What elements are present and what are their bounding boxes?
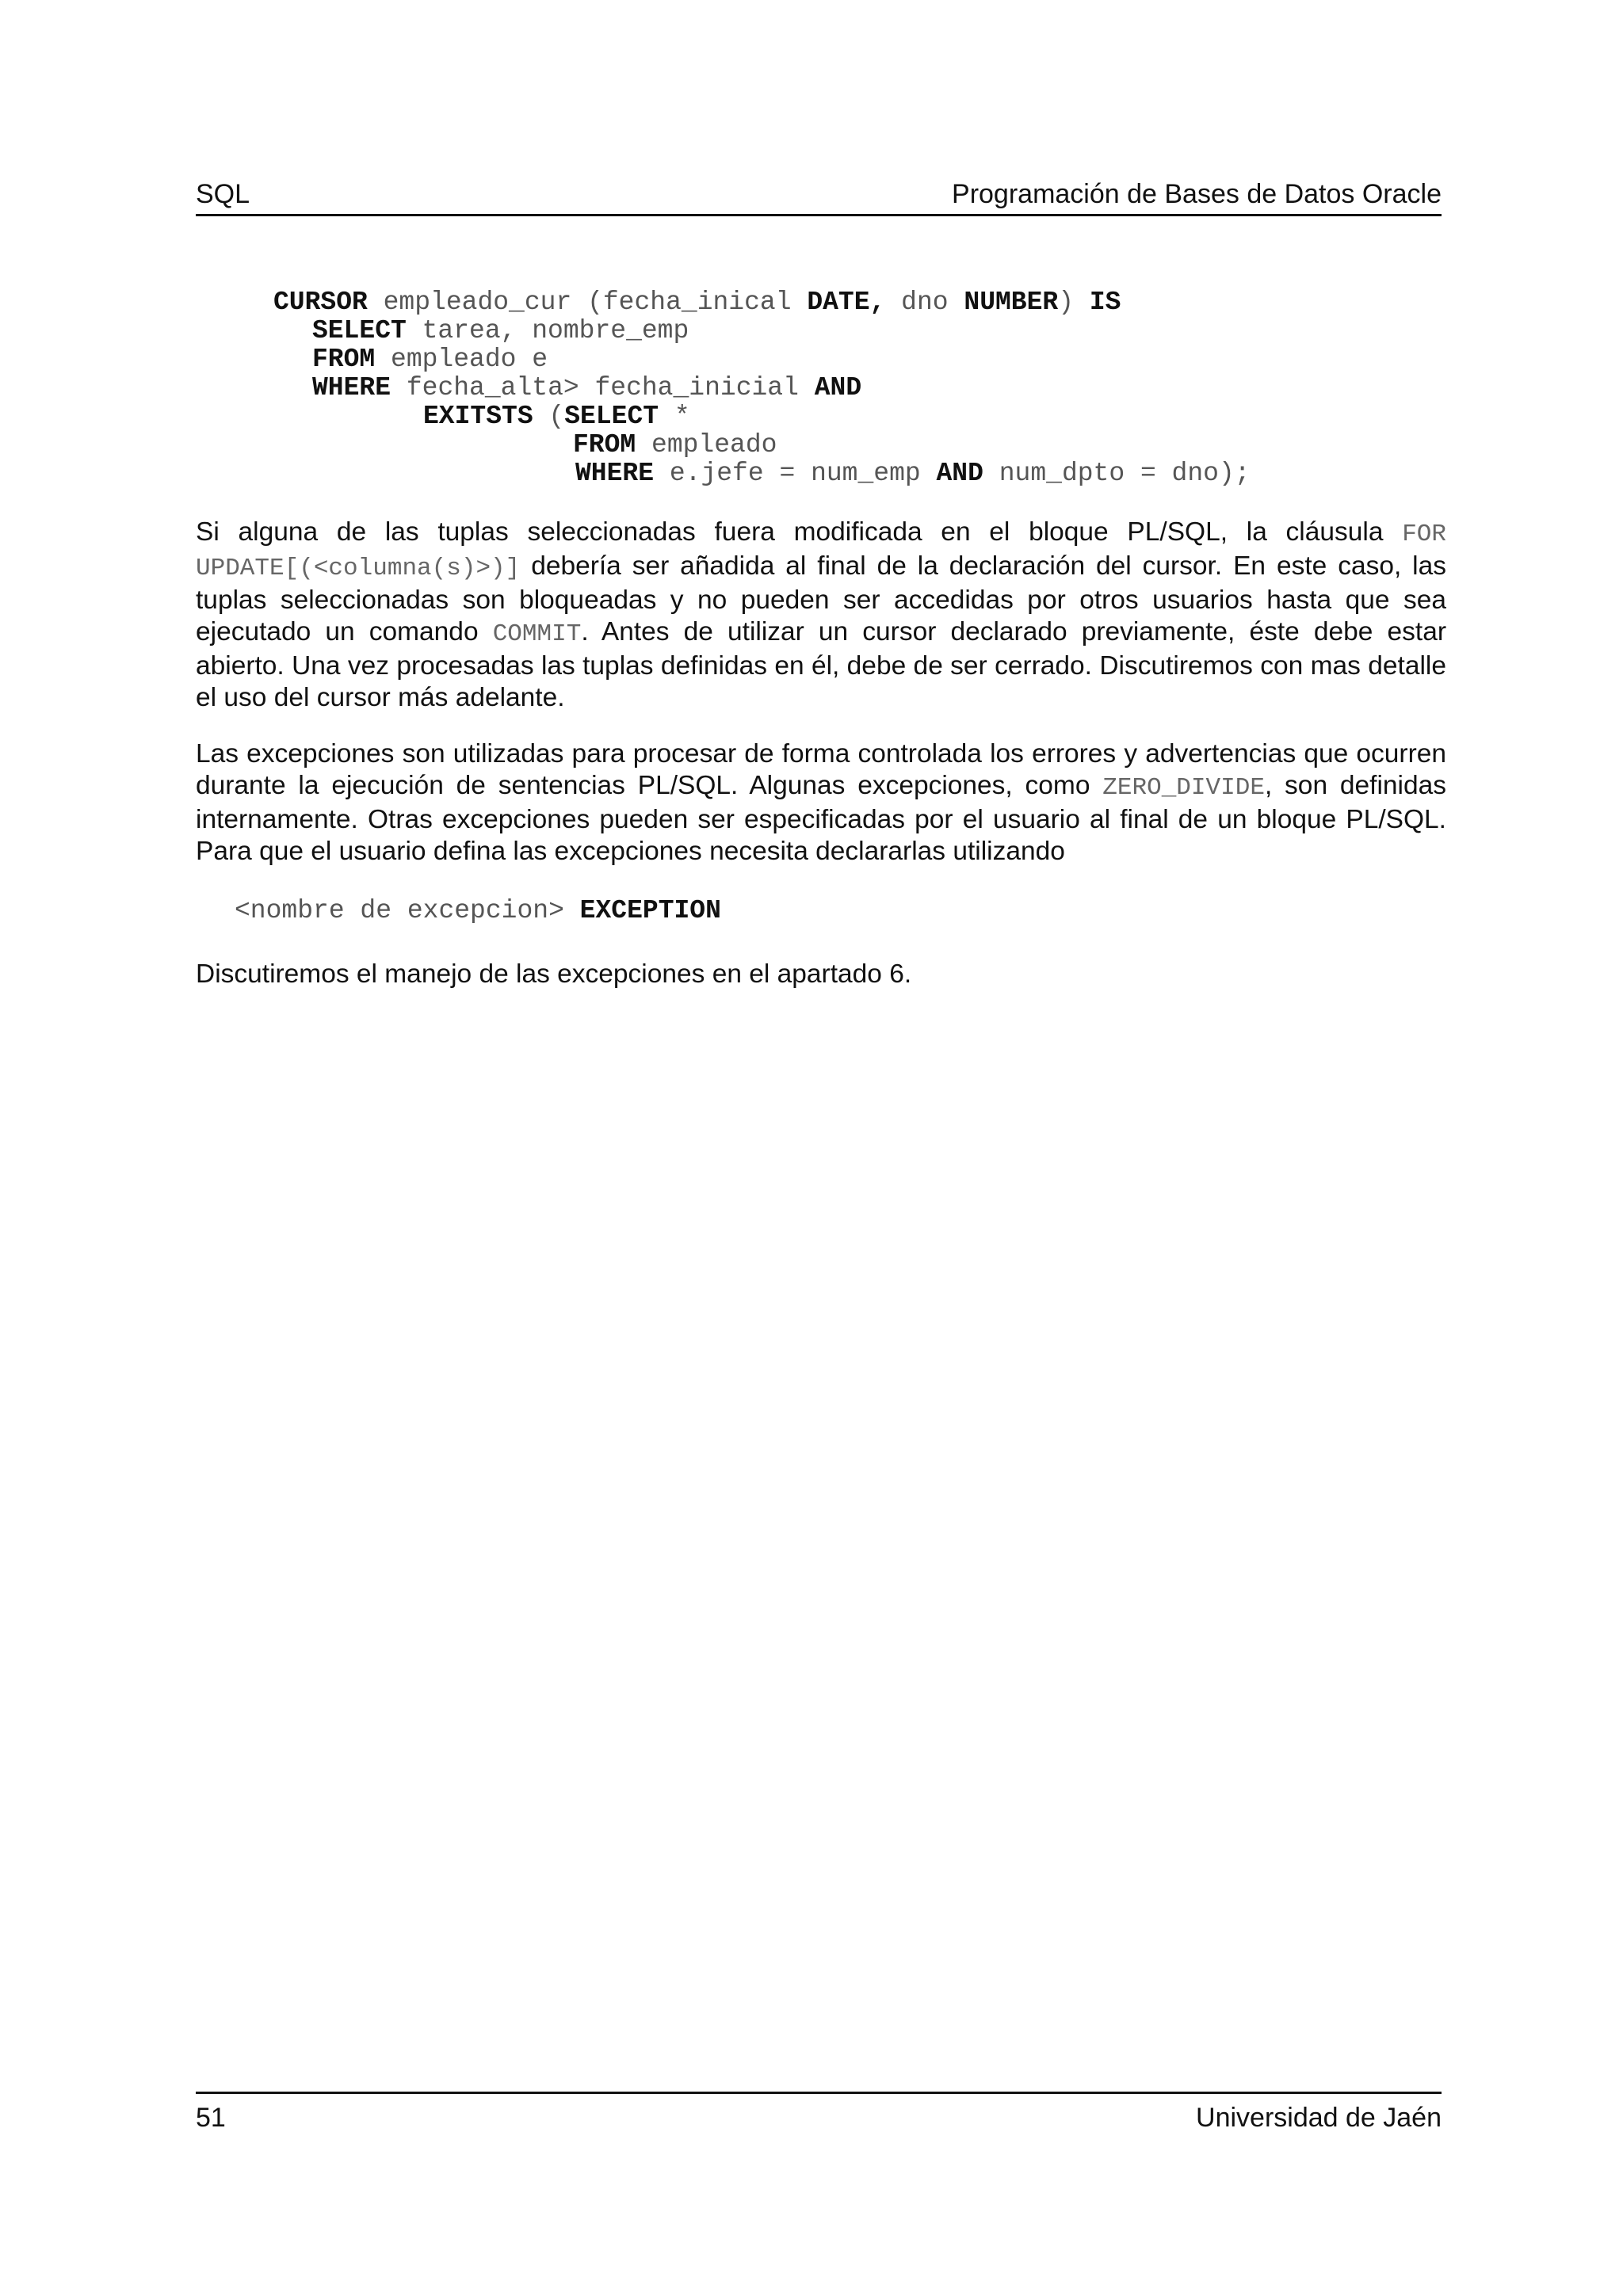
code-keyword: EXITSTS [423,402,533,431]
code-keyword: DATE, [807,288,886,317]
paragraph-exceptions [196,738,1446,868]
code-text: empleado e [375,345,548,374]
inline-code: FOR UPDATE[(<columna(s)>)] [196,521,1446,582]
code-keyword: FROM [573,430,636,460]
code-text: fecha_alta> fecha_inicial [391,373,815,402]
code-keyword: NUMBER [964,288,1059,317]
code-keyword: EXCEPTION [579,896,721,925]
code-line [273,288,1121,317]
code-line [575,460,1251,488]
paragraph-text: , son definidas internamente. Otras excepciones pueden ser especificadas por el usuario al final de un bloque PL/SQL. Para que el usuario defina las excepciones necesita declararlas utilizando [196,771,1446,866]
code-text: dno [885,288,964,317]
paragraph-text: debería ser añadida al final de la declaración del cursor. En este caso, las tuplas seleccionadas son bloqueadas y no pueden ser accedidas por otros usuarios hasta que sea ejecutado un comando [196,551,1446,646]
code-text: * [659,402,690,431]
footer-rule [196,2092,1442,2094]
code-keyword: IS [1089,288,1121,317]
code-keyword: CURSOR [273,288,368,317]
header-left: SQL [196,179,250,209]
paragraph-text: Las excepciones son utilizadas para procesar de forma controlada los errores y advertencias que ocurren durante la ejecución de sentencias PL/SQL. Algunas excepciones, como [196,739,1446,800]
code-line [312,317,689,345]
paragraph-text: Si alguna de las tuplas seleccionadas fuera modificada en el bloque PL/SQL, la cláusula [196,517,1403,547]
code-line [573,431,777,460]
code-text: <nombre de excepcion> [235,896,580,925]
footer-right: Universidad de Jaén [1196,2103,1442,2133]
code-keyword: FROM [312,345,376,374]
code-text: e.jefe = num_emp [654,459,937,488]
code-keyword: SELECT [312,316,407,345]
header-rule [196,214,1442,216]
page-number: 51 [196,2103,226,2133]
code-text: ) [1058,288,1090,317]
code-keyword: WHERE [575,459,655,488]
inline-code: ZERO_DIVIDE [1102,774,1265,802]
code-line [312,374,861,402]
code-text: empleado [636,430,777,460]
paragraph-discussion: Discutiremos el manejo de las excepciones en el apartado 6. [196,959,912,989]
code-line [423,402,690,431]
code-line [312,345,548,374]
paragraph-cursor-update [196,517,1446,714]
paragraph-text: . Antes de utilizar un cursor declarado previamente, éste debe estar abierto. Una vez procesadas las tuplas definidas en él, debe de ser cerrado. Discutiremos con mas detalle el uso del cursor más adelante. [196,617,1446,712]
code-keyword: SELECT [564,402,659,431]
code-text: ( [533,402,565,431]
inline-code: COMMIT [492,620,582,648]
page-footer [196,2100,1442,2139]
code-keyword: WHERE [312,373,391,402]
exception-declaration [235,896,721,925]
code-text: num_dpto = dno); [983,459,1251,488]
code-text: tarea, nombre_emp [406,316,689,345]
page-header [196,176,1442,215]
code-text: empleado_cur (fecha_inical [367,288,808,317]
header-right: Programación de Bases de Datos Oracle [952,179,1442,209]
code-keyword: AND [814,373,862,402]
code-keyword: AND [936,459,983,488]
